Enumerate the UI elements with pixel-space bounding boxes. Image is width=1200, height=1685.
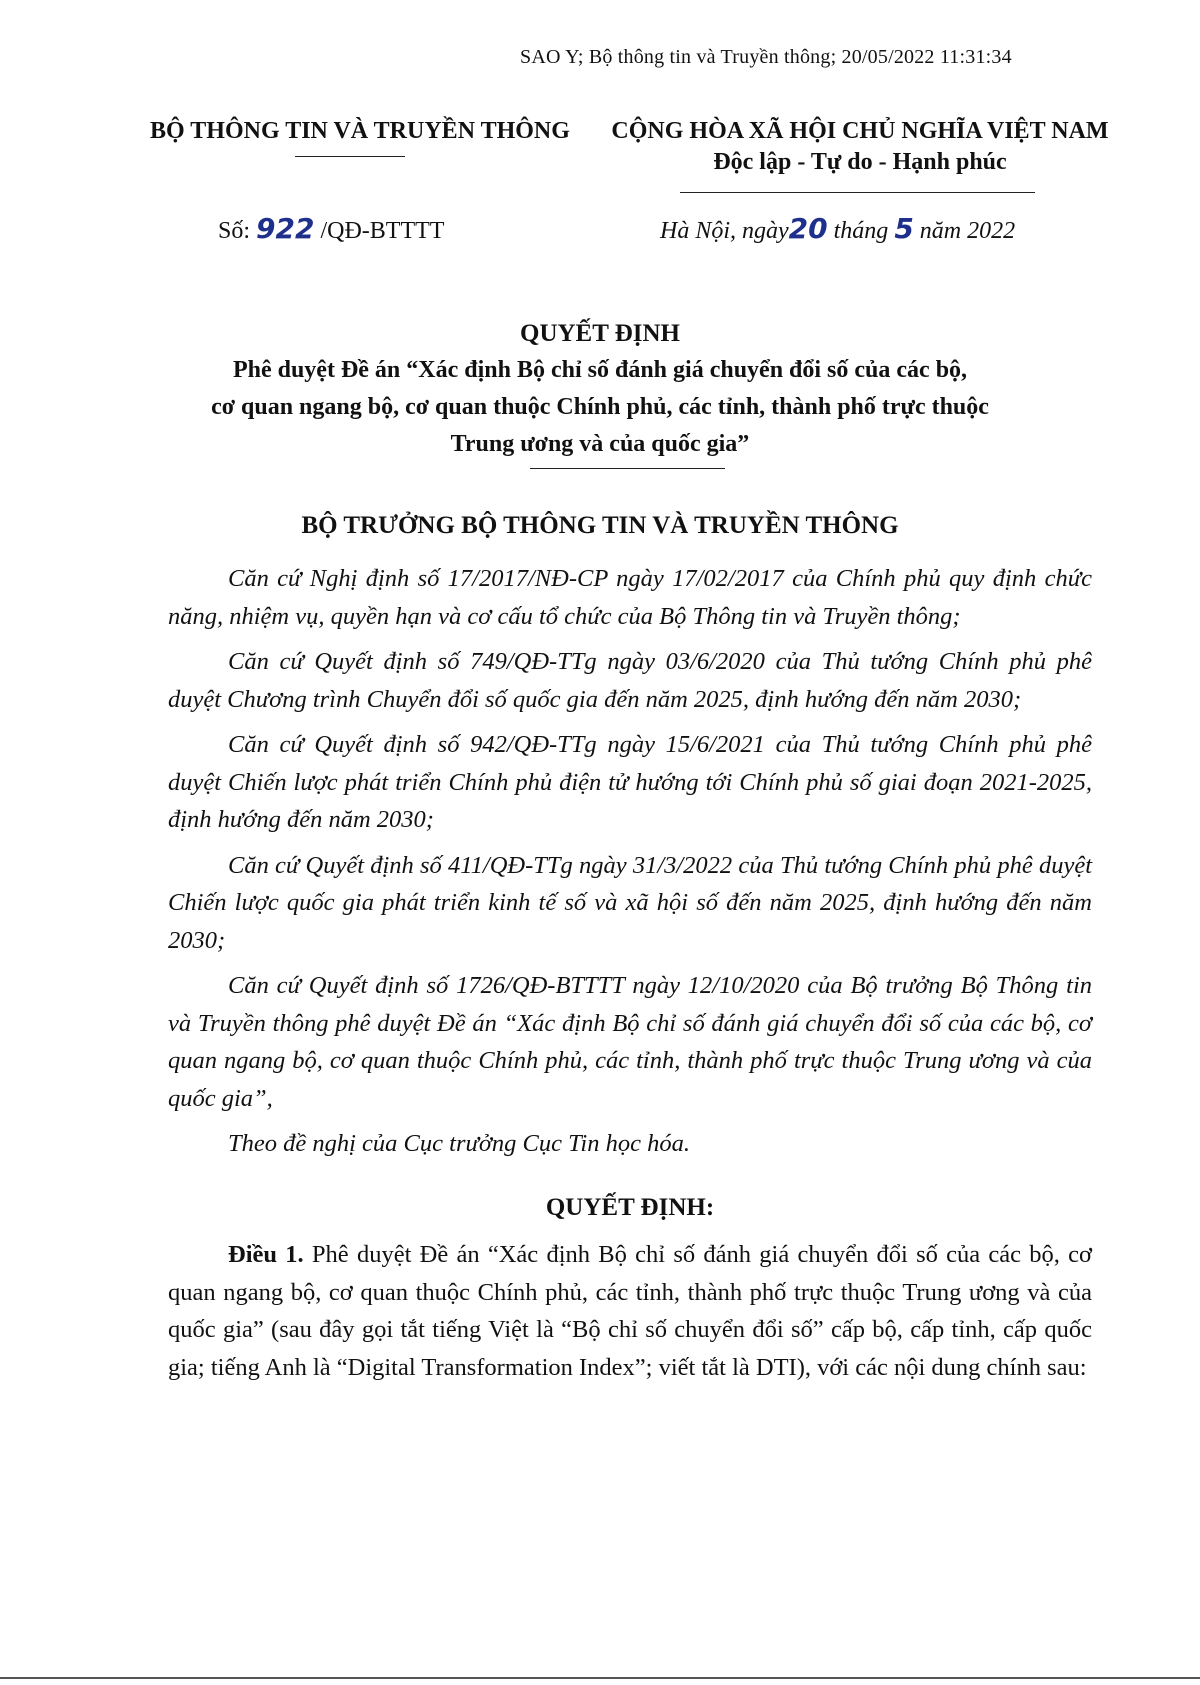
agency-underline — [295, 156, 405, 157]
article-1 — [168, 1236, 1092, 1386]
national-motto: Độc lập - Tự do - Hạnh phúc — [713, 149, 1007, 175]
legal-basis-3: Căn cứ Quyết định số 942/QĐ-TTg ngày 15/6/2021 của Thủ tướng Chính phủ phê duyệt Chiến lược phát triển Chính phủ điện tử hướng tới Chính phủ số giai đoạn 2021-2025, định hướng đến năm 2030; — [168, 731, 1092, 833]
title-underline — [530, 468, 725, 469]
decision-heading: QUYẾT ĐỊNH: — [545, 1193, 715, 1221]
number-suffix: /QĐ-BTTTT — [314, 218, 445, 244]
document-body — [168, 560, 1092, 1394]
document-title — [100, 320, 1100, 463]
document-number — [218, 212, 444, 245]
date-part-1: Hà Nội, ngày — [660, 218, 789, 244]
title-line-3: Trung ương và của quốc gia” — [450, 431, 750, 457]
copy-stamp: SAO Y; Bộ thông tin và Truyền thông; 20/05/2022 11:31:34 — [520, 46, 1012, 68]
legal-basis-1: Căn cứ Nghị định số 17/2017/NĐ-CP ngày 17/02/2017 của Chính phủ quy định chức năng, nhiệm vụ, quyền hạn và cơ cấu tổ chức của Bộ Thông tin và Truyền thông; — [168, 565, 1092, 630]
handwritten-number: 922 — [256, 212, 315, 245]
article-1-text: Phê duyệt Đề án “Xác định Bộ chỉ số đánh giá chuyển đổi số của các bộ, cơ quan ngang bộ, cơ quan thuộc Chính phủ, các tỉnh, thành phố trực thuộc Trung ương và của quốc gia” (sau đây gọi tắt tiếng Việt là “Bộ chỉ số chuyển đổi số” cấp bộ, cấp tỉnh, cấp quốc gia; tiếng Anh là “Digital Transformation Index”; viết tắt là DTI), với các nội dung chính sau: — [168, 1241, 1093, 1381]
article-1-label: Điều 1. — [228, 1241, 304, 1268]
legal-basis-5: Căn cứ Quyết định số 1726/QĐ-BTTTT ngày 12/10/2020 của Bộ trưởng Bộ Thông tin và Truyền thông phê duyệt Đề án “Xác định Bộ chỉ số đánh giá chuyển đổi số của các bộ, cơ quan ngang bộ, cơ quan thuộc Chính phủ, các tỉnh, thành phố trực thuộc Trung ương và của quốc gia”, — [168, 972, 1092, 1112]
issue-date — [660, 212, 1015, 245]
number-prefix: Số: — [218, 218, 257, 244]
date-part-3: năm 2022 — [913, 218, 1016, 244]
national-header — [590, 118, 1130, 176]
legal-basis-2: Căn cứ Quyết định số 749/QĐ-TTg ngày 03/6/2020 của Thủ tướng Chính phủ phê duyệt Chương trình Chuyển đổi số quốc gia đến năm 2025, định hướng đến năm 2030; — [168, 648, 1092, 713]
motto-underline — [680, 192, 1035, 193]
agency-name — [130, 118, 590, 145]
proposal-line: Theo đề nghị của Cục trưởng Cục Tin học hóa. — [228, 1130, 690, 1157]
scan-edge-line — [0, 1677, 1200, 1679]
date-part-2: tháng — [827, 218, 895, 244]
handwritten-month: 5 — [894, 212, 914, 245]
title-heading: QUYẾT ĐỊNH — [520, 320, 680, 347]
title-subject — [100, 352, 1100, 463]
country-name: CỘNG HÒA XÃ HỘI CHỦ NGHĨA VIỆT NAM — [611, 118, 1109, 144]
legal-basis-4: Căn cứ Quyết định số 411/QĐ-TTg ngày 31/3/2022 của Thủ tướng Chính phủ phê duyệt Chiến lược quốc gia phát triển kinh tế số và xã hội số đến năm 2025, định hướng đến năm 2030; — [168, 851, 1092, 954]
agency-label: BỘ THÔNG TIN VÀ TRUYỀN THÔNG — [150, 118, 570, 144]
title-line-2: cơ quan ngang bộ, cơ quan thuộc Chính phủ, các tỉnh, thành phố trực thuộc — [211, 394, 989, 420]
title-line-1: Phê duyệt Đề án “Xác định Bộ chỉ số đánh giá chuyển đổi số của các bộ, — [232, 357, 968, 383]
issuing-authority: BỘ TRƯỞNG BỘ THÔNG TIN VÀ TRUYỀN THÔNG — [301, 512, 899, 539]
handwritten-day: 20 — [788, 212, 828, 245]
